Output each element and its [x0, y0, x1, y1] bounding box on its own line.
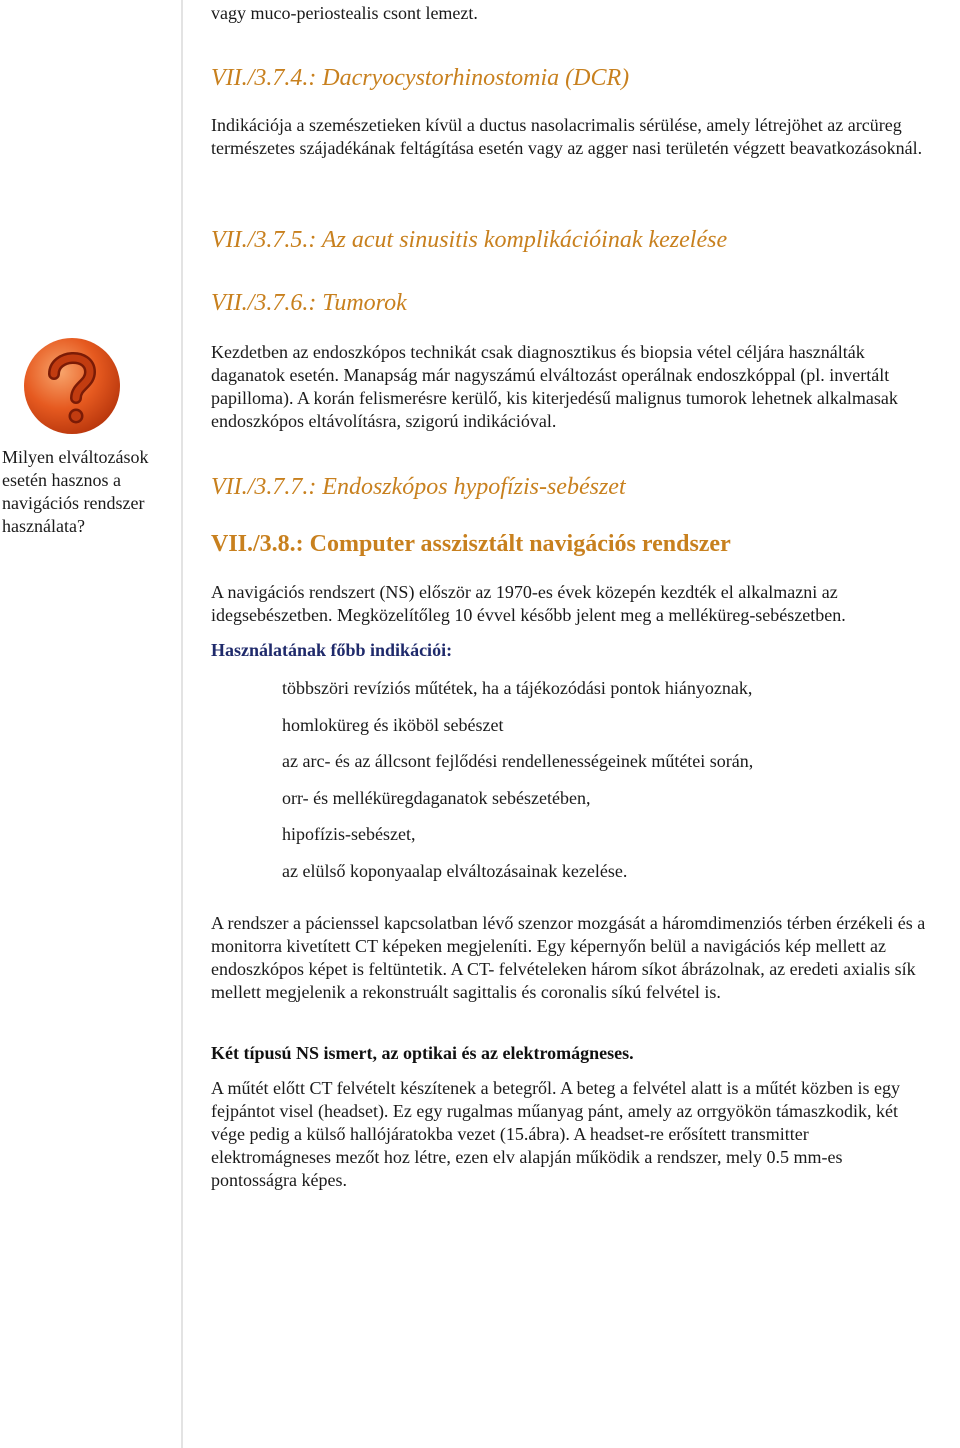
- list-item: az elülső koponyaalap elváltozásainak kezelése.: [282, 860, 628, 881]
- list-item: többszöri revíziós műtétek, ha a tájékozódási pontok hiányoznak,: [282, 678, 753, 698]
- para-headset: A műtét előtt CT felvételt készítenek a betegről. A beteg a felvétel alatt is a műtét közben is egy fejpántot visel (headset). Ez egy rugalmas műanyag pánt, amely az orrgyökön támaszkodik, két vége pedig a külső hallójáratokba vezet (15.ábra). A headset-re erősített transmitter elektromágneses mezőt hoz létre, ezen elv alapján működik a rendszer, mely 0.5 mm-es pontosságra képes.: [211, 1078, 900, 1190]
- para-tumorok: Kezdetben az endoszkópos technikát csak diagnosztikus és biopsia vétel céljára használták daganatok esetén. Manapság már nagyszámú elváltozást operálnak endoszkóppal (pl. invertált papilloma). A korán felismerésre kerülő, kis kiterjedésű malignus tumorok lehetnek alkalmasak endoszkópos eltávolításra, szigorú indikációval.: [211, 342, 898, 431]
- heading-3-7-6: VII./3.7.6.: Tumorok: [211, 290, 407, 316]
- column-divider: [181, 0, 183, 1448]
- sidebar-question: Milyen elváltozások esetén hasznos a navigációs rendszer használata?: [2, 447, 149, 536]
- ns-types: Két típusú NS ismert, az optikai és az elektromágneses.: [211, 1043, 634, 1063]
- para-dcr: Indikációja a szemészetieken kívül a ductus nasolacrimalis sérülése, amely létrejöhet az arcüreg természetes szájadékának feltágítása esetén vagy az agger nasi területén végzett beavatkozásoknál.: [211, 115, 923, 158]
- para-ns-function: A rendszer a pácienssel kapcsolatban lévő szenzor mozgását a háromdimenziós térben érzékeli és a monitorra kivetített CT képeken megjeleníti. Egy képernyőn belül a navigációs kép mellett az endoszkópos képet is feltüntetik. A CT- felvételeken három síkot ábrázolnak, az eredeti axialis sík mellett megjelenik a rekonstruált sagittalis és coronalis síkú felvétel is.: [211, 913, 926, 1002]
- indications-title: Használatának főbb indikációi:: [211, 640, 453, 660]
- heading-3-7-5: VII./3.7.5.: Az acut sinusitis komplikációinak kezelése: [211, 227, 728, 253]
- list-item: hipofízis-sebészet,: [282, 824, 416, 845]
- question-mark-icon: [18, 330, 130, 440]
- heading-3-7-4: VII./3.7.4.: Dacryocystorhinostomia (DCR): [211, 65, 630, 91]
- heading-3-7-7: VII./3.7.7.: Endoszkópos hypofízis-sebészet: [211, 474, 626, 500]
- indications-list: [282, 677, 753, 897]
- heading-3-8: VII./3.8.: Computer asszisztált navigációs rendszer: [211, 531, 731, 557]
- list-item: az arc- és az állcsont fejlődési rendellenességeinek műtétei során,: [282, 751, 754, 772]
- list-item: homloküreg és iköböl sebészet: [282, 714, 504, 735]
- list-item: orr- és melléküregdaganatok sebészetében,: [282, 787, 591, 808]
- top-text: vagy muco-periostealis csont lemezt.: [211, 3, 478, 23]
- para-ns-intro: A navigációs rendszert (NS) először az 1970-es évek közepén kezdték el alkalmazni az idegsebészetben. Megközelítőleg 10 évvel később jelent meg a melléküreg-sebészetben.: [211, 582, 846, 625]
